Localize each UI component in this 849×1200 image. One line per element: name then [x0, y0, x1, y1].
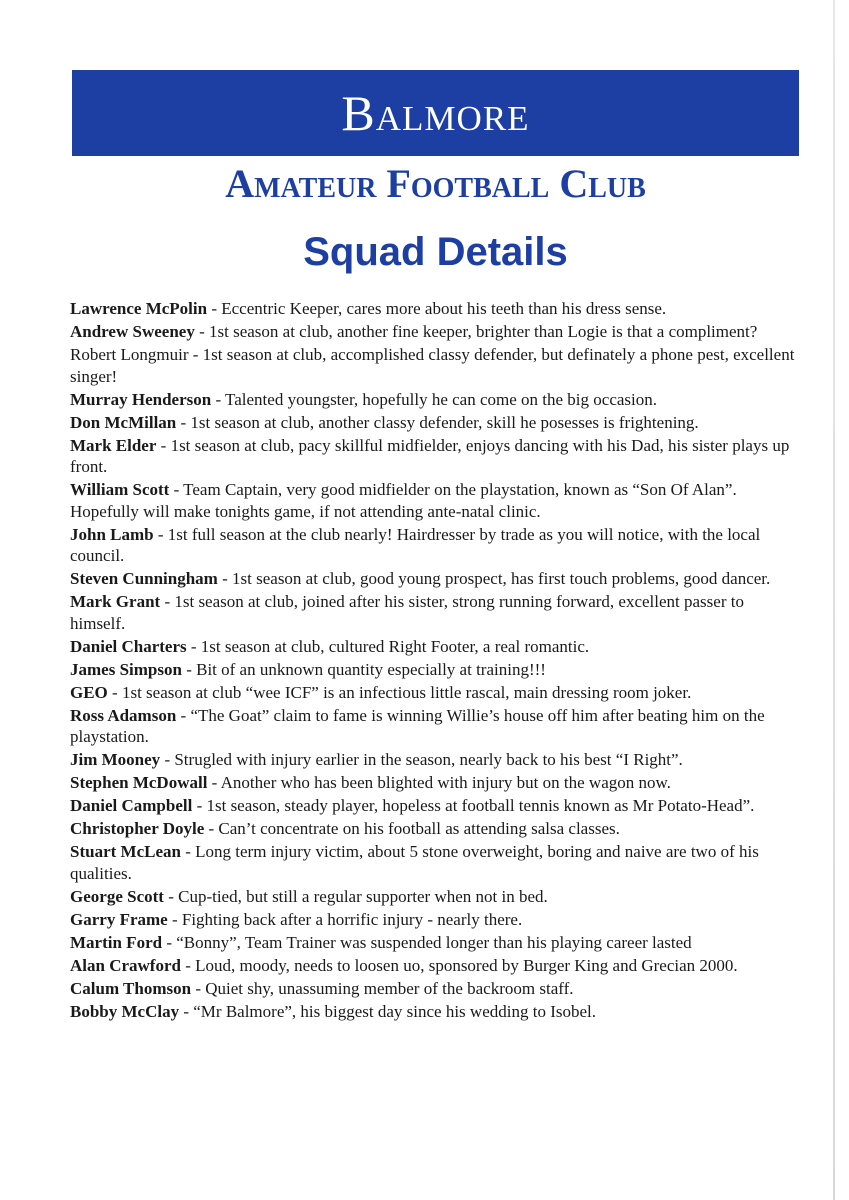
squad-entry — [70, 978, 800, 1000]
club-banner — [72, 70, 799, 156]
player-name: Murray Henderson — [70, 389, 212, 409]
player-description: - Can’t concentrate on his football as attending salsa classes. — [204, 819, 620, 838]
player-description: - 1st season at club “wee ICF” is an infectious little rascal, main dressing room joker. — [107, 682, 692, 702]
player-name: Bobby McClay — [70, 1001, 180, 1021]
squad-entry — [70, 659, 800, 681]
player-name: Don McMillan — [70, 412, 177, 432]
player-name: Ross Adamson — [70, 705, 177, 725]
player-description: - 1st season at club, pacy skillful midfielder, enjoys dancing with his Dad, his sister plays up front. — [70, 435, 790, 476]
player-description: - 1st full season at the club nearly! Hairdresser by trade as you will notice, with the local council. — [70, 524, 761, 565]
player-description: - “Bonny”, Team Trainer was suspended longer than his playing career lasted — [162, 932, 692, 952]
player-description: - Bit of an unknown quantity especially at training!!! — [181, 659, 546, 679]
page-title: Squad Details — [303, 230, 568, 274]
player-name: Daniel Campbell — [70, 796, 193, 815]
scan-edge-shadow — [833, 0, 835, 1200]
club-name: Balmore — [341, 85, 530, 141]
squad-entry — [70, 344, 800, 387]
player-name: Garry Frame — [70, 909, 168, 929]
player-description: - Strugled with injury earlier in the season, nearly back to his best “I Right”. — [160, 750, 683, 769]
player-name: William Scott — [70, 480, 170, 499]
player-description: - Cup-tied, but still a regular supporter when not in bed. — [163, 886, 548, 906]
squad-entry — [70, 955, 800, 977]
player-description: - Quiet shy, unassuming member of the backroom staff. — [191, 978, 574, 998]
player-name: GEO — [70, 682, 108, 702]
squad-entry — [70, 886, 800, 908]
player-name: Daniel Charters — [70, 636, 187, 656]
player-description: Robert Longmuir - 1st season at club, accomplished classy defender, but definately a phone pest, excellent singer! — [70, 345, 795, 386]
player-name: Jim Mooney — [70, 750, 161, 769]
squad-list — [70, 298, 800, 1024]
player-description: - 1st season at club, another classy defender, skill he posesses is frightening. — [176, 412, 699, 432]
squad-entry — [70, 749, 800, 771]
squad-entry — [70, 636, 800, 658]
player-description: - Eccentric Keeper, cares more about his teeth than his dress sense. — [207, 299, 667, 318]
player-description: - Long term injury victim, about 5 stone overweight, boring and naive are two of his qualities. — [70, 842, 759, 883]
player-name: Stuart McLean — [70, 842, 181, 861]
squad-entry — [70, 818, 800, 840]
player-description: - Another who has been blighted with injury but on the wagon now. — [207, 773, 671, 792]
player-description: - Talented youngster, hopefully he can come on the big occasion. — [211, 389, 658, 409]
player-description: - 1st season at club, joined after his sister, strong running forward, excellent passer to himself. — [70, 592, 744, 633]
player-description: - 1st season, steady player, hopeless at football tennis known as Mr Potato-Head”. — [192, 796, 755, 815]
player-description: - 1st season at club, good young prospect, has first touch problems, good dancer. — [217, 569, 771, 588]
player-description: - “Mr Balmore”, his biggest day since his wedding to Isobel. — [179, 1001, 596, 1021]
player-name: Steven Cunningham — [70, 569, 218, 588]
squad-entry — [70, 772, 800, 794]
squad-entry — [70, 524, 800, 567]
player-name: Stephen McDowall — [70, 773, 208, 792]
squad-entry — [70, 479, 800, 522]
player-name: Martin Ford — [70, 932, 163, 952]
squad-entry — [70, 909, 800, 931]
player-description: - Loud, moody, needs to loosen uo, sponsored by Burger King and Grecian 2000. — [180, 955, 738, 975]
squad-entry — [70, 412, 800, 434]
player-description: - 1st season at club, cultured Right Footer, a real romantic. — [186, 636, 590, 656]
player-name: Mark Grant — [70, 592, 161, 611]
player-name: Calum Thomson — [70, 978, 192, 998]
player-name: James Simpson — [70, 659, 182, 679]
squad-entry — [70, 841, 800, 884]
player-name: Mark Elder — [70, 435, 157, 455]
squad-entry — [70, 321, 800, 343]
player-name: Lawrence McPolin — [70, 299, 208, 318]
squad-entry — [70, 298, 800, 320]
squad-entry — [70, 591, 800, 634]
squad-entry — [70, 795, 800, 817]
player-description: - 1st season at club, another fine keeper, brighter than Logie is that a compliment? — [194, 322, 758, 341]
squad-entry — [70, 568, 800, 590]
player-name: George Scott — [70, 886, 164, 906]
squad-entry — [70, 682, 800, 704]
club-subtitle: Amateur Football Club — [225, 161, 646, 206]
squad-entry — [70, 1001, 800, 1023]
player-name: Christopher Doyle — [70, 819, 205, 838]
player-name: John Lamb — [70, 524, 154, 544]
squad-entry — [70, 435, 800, 478]
squad-entry — [70, 389, 800, 411]
player-name: Andrew Sweeney — [70, 322, 195, 341]
player-name: Alan Crawford — [70, 955, 181, 975]
player-description: - Fighting back after a horrific injury - nearly there. — [167, 909, 523, 929]
player-description: - Team Captain, very good midfielder on the playstation, known as “Son Of Alan”. Hopefully will make tonights game, if not attending ante-natal clinic. — [70, 480, 737, 521]
squad-entry — [70, 705, 800, 748]
squad-entry — [70, 932, 800, 954]
player-description: - “The Goat” claim to fame is winning Willie’s house off him after beating him on the playstation. — [70, 705, 765, 746]
